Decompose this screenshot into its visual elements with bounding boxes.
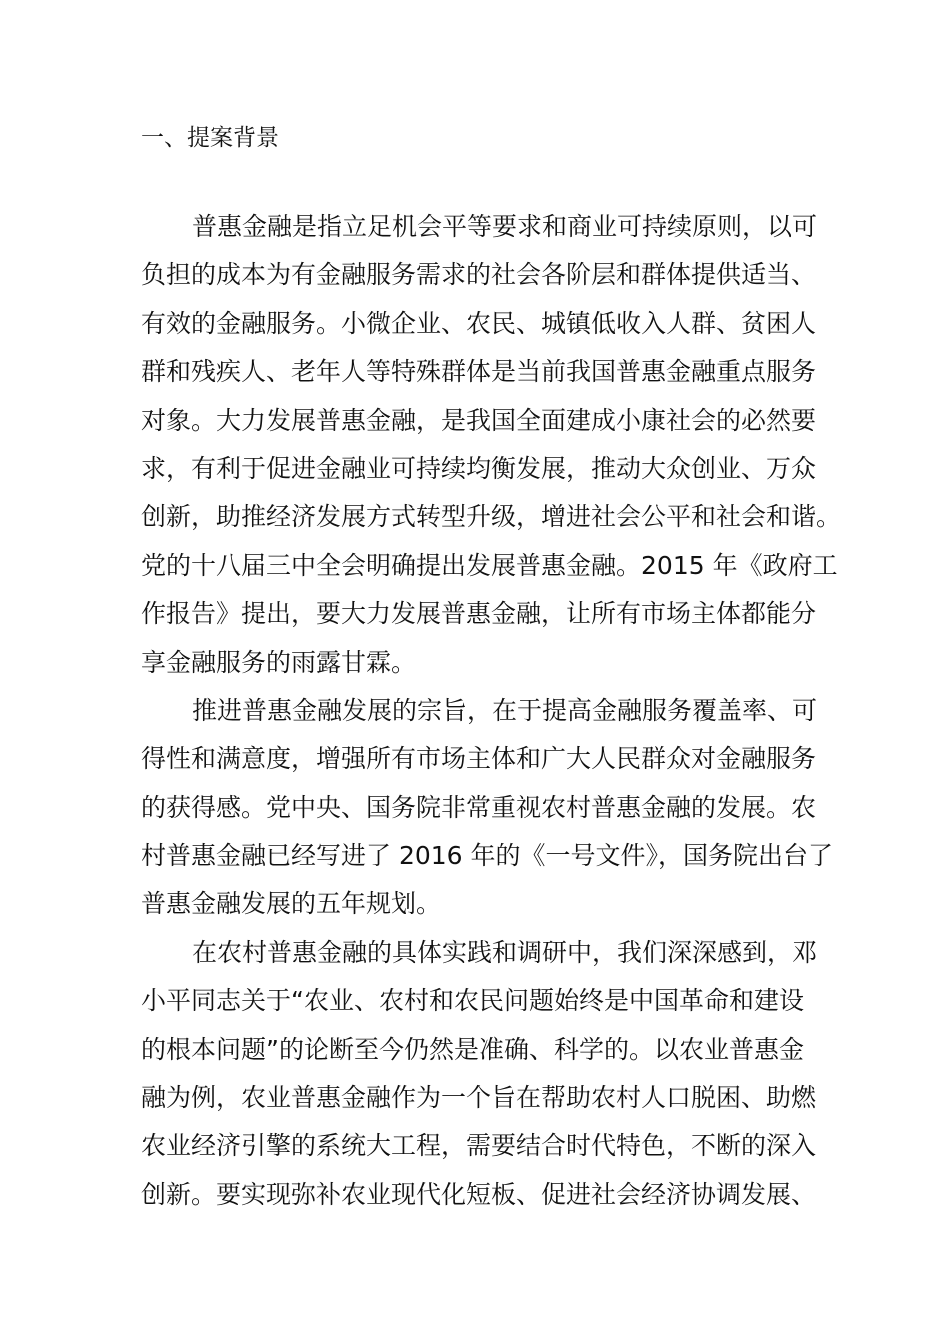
text-line: 融为例，农业普惠金融作为一个旨在帮助农村人口脱困、助燃: [141, 1083, 817, 1113]
text-line: 村普惠金融已经写进了 2016 年的《一号文件》，国务院出台了: [141, 841, 834, 871]
text-line: 普惠金融是指立足机会平等要求和商业可持续原则，以可: [192, 212, 818, 241]
text-line: 有效的金融服务。小微企业、农民、城镇低收入人群、贫困人: [141, 308, 817, 338]
paragraph: [141, 929, 841, 1219]
text-line: 创新。要实现弥补农业现代化短板、促进社会经济协调发展、: [141, 1179, 817, 1209]
text-line: 得性和满意度，增强所有市场主体和广大人民群众对金融服务: [141, 744, 817, 774]
paragraph: [141, 687, 841, 929]
text-line: 的根本问题”的论断至今仍然是准确、科学的。以农业普惠金: [141, 1034, 804, 1064]
text-line: 对象。大力发展普惠金融，是我国全面建成小康社会的必然要: [141, 405, 817, 435]
text-line: 的获得感。党中央、国务院非常重视农村普惠金融的发展。农: [141, 792, 817, 822]
paragraph: [141, 203, 841, 687]
body-text: [141, 203, 841, 1219]
text-line: 党的十八届三中全会明确提出发展普惠金融。2015 年《政府工: [141, 550, 838, 580]
text-line: 创新，助推经济发展方式转型升级，增进社会公平和社会和谐。: [141, 502, 842, 532]
section-heading: 一、提案背景: [141, 125, 279, 151]
text-line: 推进普惠金融发展的宗旨，在于提高金融服务覆盖率、可: [192, 695, 818, 725]
text-line: 群和残疾人、老年人等特殊群体是当前我国普惠金融重点服务: [141, 357, 817, 387]
text-line: 普惠金融发展的五年规划。: [141, 889, 442, 919]
text-line: 在农村普惠金融的具体实践和调研中，我们深深感到，邓: [192, 937, 818, 967]
text-line: 作报告》提出，要大力发展普惠金融，让所有市场主体都能分: [141, 599, 817, 629]
text-line: 求，有利于促进金融业可持续均衡发展，推动大众创业、万众: [141, 453, 817, 483]
text-line: 农业经济引擎的系统大工程，需要结合时代特色，不断的深入: [141, 1131, 817, 1161]
text-line: 小平同志关于“农业、农村和农民问题始终是中国革命和建设: [141, 986, 804, 1016]
text-line: 负担的成本为有金融服务需求的社会各阶层和群体提供适当、: [141, 260, 817, 290]
text-line: 享金融服务的雨露甘霖。: [141, 647, 417, 677]
